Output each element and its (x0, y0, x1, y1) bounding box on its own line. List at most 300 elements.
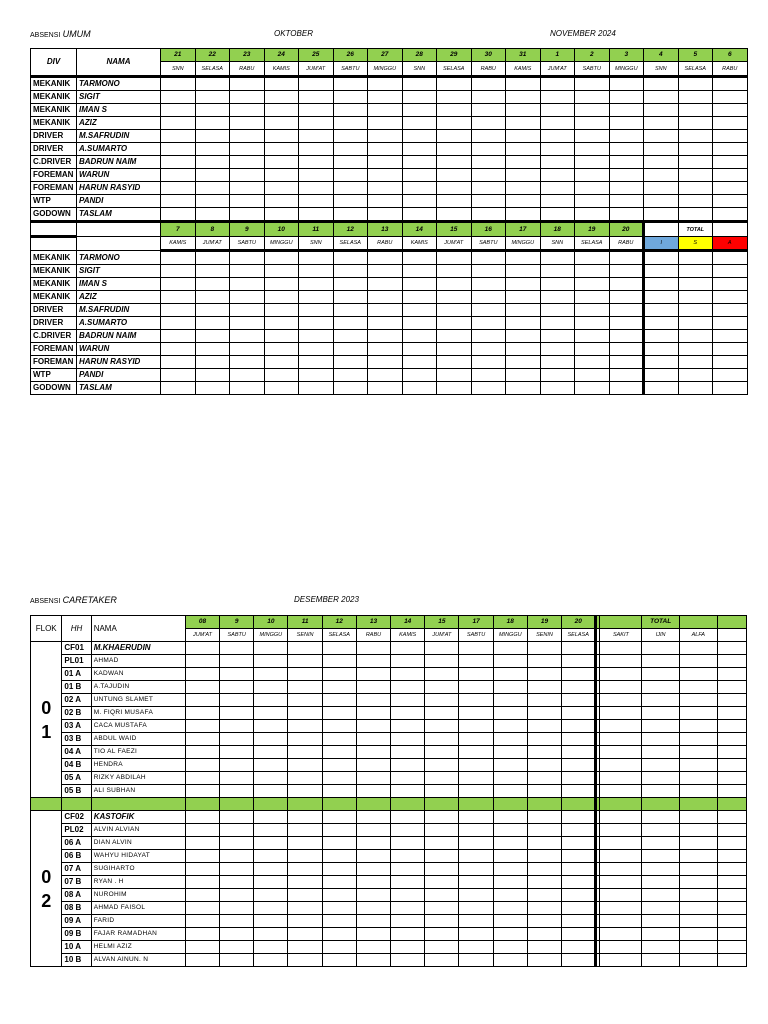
total-cell[interactable] (642, 889, 680, 902)
attendance-cell[interactable] (527, 941, 561, 954)
attendance-cell[interactable] (644, 330, 679, 343)
attendance-cell[interactable] (609, 330, 644, 343)
attendance-cell[interactable] (391, 824, 425, 837)
attendance-cell[interactable] (644, 104, 679, 117)
total-cell[interactable] (600, 850, 642, 863)
attendance-cell[interactable] (493, 668, 527, 681)
attendance-cell[interactable] (185, 811, 219, 824)
attendance-cell[interactable] (459, 655, 493, 668)
total-cell[interactable] (600, 824, 642, 837)
attendance-cell[interactable] (356, 941, 390, 954)
attendance-cell[interactable] (678, 77, 713, 91)
attendance-cell[interactable] (437, 208, 472, 222)
attendance-cell[interactable] (220, 850, 254, 863)
attendance-cell[interactable] (459, 863, 493, 876)
attendance-cell[interactable] (506, 278, 541, 291)
attendance-cell[interactable] (185, 733, 219, 746)
attendance-cell[interactable] (264, 291, 299, 304)
total-cell[interactable] (642, 694, 680, 707)
attendance-cell[interactable] (322, 928, 356, 941)
attendance-cell[interactable] (713, 208, 748, 222)
attendance-cell[interactable] (356, 811, 390, 824)
attendance-cell[interactable] (540, 291, 575, 304)
attendance-cell[interactable] (299, 182, 334, 195)
attendance-cell[interactable] (540, 278, 575, 291)
attendance-cell[interactable] (402, 330, 437, 343)
attendance-cell[interactable] (459, 902, 493, 915)
attendance-cell[interactable] (356, 759, 390, 772)
attendance-cell[interactable] (425, 655, 459, 668)
attendance-cell[interactable] (220, 811, 254, 824)
attendance-cell[interactable] (609, 317, 644, 330)
attendance-cell[interactable] (195, 343, 230, 356)
attendance-cell[interactable] (254, 954, 288, 967)
attendance-cell[interactable] (322, 681, 356, 694)
attendance-cell[interactable] (195, 291, 230, 304)
attendance-cell[interactable] (437, 382, 472, 395)
attendance-cell[interactable] (678, 208, 713, 222)
attendance-cell[interactable] (493, 824, 527, 837)
attendance-cell[interactable] (288, 824, 322, 837)
attendance-cell[interactable] (562, 733, 596, 746)
total-cell[interactable] (600, 785, 642, 798)
attendance-cell[interactable] (644, 304, 679, 317)
total-cell[interactable] (600, 941, 642, 954)
attendance-cell[interactable] (288, 941, 322, 954)
attendance-cell[interactable] (609, 182, 644, 195)
attendance-cell[interactable] (540, 317, 575, 330)
attendance-cell[interactable] (220, 681, 254, 694)
attendance-cell[interactable] (540, 369, 575, 382)
attendance-cell[interactable] (333, 130, 368, 143)
attendance-cell[interactable] (527, 824, 561, 837)
attendance-cell[interactable] (288, 772, 322, 785)
attendance-cell[interactable] (425, 681, 459, 694)
attendance-cell[interactable] (540, 182, 575, 195)
total-cell[interactable] (600, 759, 642, 772)
attendance-cell[interactable] (230, 278, 265, 291)
attendance-cell[interactable] (425, 720, 459, 733)
attendance-cell[interactable] (230, 317, 265, 330)
attendance-cell[interactable] (299, 130, 334, 143)
attendance-cell[interactable] (230, 77, 265, 91)
total-cell[interactable] (642, 642, 680, 655)
attendance-cell[interactable] (437, 356, 472, 369)
attendance-cell[interactable] (368, 251, 403, 265)
attendance-cell[interactable] (575, 382, 610, 395)
attendance-cell[interactable] (527, 863, 561, 876)
attendance-cell[interactable] (562, 876, 596, 889)
attendance-cell[interactable] (678, 117, 713, 130)
attendance-cell[interactable] (220, 707, 254, 720)
attendance-cell[interactable] (644, 208, 679, 222)
attendance-cell[interactable] (264, 195, 299, 208)
attendance-cell[interactable] (575, 369, 610, 382)
attendance-cell[interactable] (425, 928, 459, 941)
total-cell[interactable] (679, 759, 717, 772)
total-cell[interactable] (717, 941, 746, 954)
attendance-cell[interactable] (333, 304, 368, 317)
attendance-cell[interactable] (713, 251, 748, 265)
attendance-cell[interactable] (299, 195, 334, 208)
attendance-cell[interactable] (322, 668, 356, 681)
attendance-cell[interactable] (644, 77, 679, 91)
total-cell[interactable] (679, 668, 717, 681)
attendance-cell[interactable] (562, 785, 596, 798)
attendance-cell[interactable] (493, 772, 527, 785)
attendance-cell[interactable] (254, 850, 288, 863)
total-cell[interactable] (642, 876, 680, 889)
attendance-cell[interactable] (254, 928, 288, 941)
attendance-cell[interactable] (322, 824, 356, 837)
attendance-cell[interactable] (333, 156, 368, 169)
attendance-cell[interactable] (575, 317, 610, 330)
attendance-cell[interactable] (322, 655, 356, 668)
attendance-cell[interactable] (493, 954, 527, 967)
total-cell[interactable] (717, 915, 746, 928)
attendance-cell[interactable] (527, 707, 561, 720)
attendance-cell[interactable] (459, 876, 493, 889)
total-cell[interactable] (642, 785, 680, 798)
attendance-cell[interactable] (264, 208, 299, 222)
attendance-cell[interactable] (575, 208, 610, 222)
attendance-cell[interactable] (356, 954, 390, 967)
attendance-cell[interactable] (230, 169, 265, 182)
attendance-cell[interactable] (425, 772, 459, 785)
attendance-cell[interactable] (402, 156, 437, 169)
attendance-cell[interactable] (391, 772, 425, 785)
attendance-cell[interactable] (254, 811, 288, 824)
attendance-cell[interactable] (562, 772, 596, 785)
total-cell[interactable] (600, 681, 642, 694)
attendance-cell[interactable] (437, 304, 472, 317)
attendance-cell[interactable] (299, 369, 334, 382)
attendance-cell[interactable] (471, 208, 506, 222)
attendance-cell[interactable] (264, 117, 299, 130)
attendance-cell[interactable] (391, 811, 425, 824)
attendance-cell[interactable] (391, 954, 425, 967)
attendance-cell[interactable] (161, 343, 196, 356)
attendance-cell[interactable] (493, 694, 527, 707)
attendance-cell[interactable] (195, 130, 230, 143)
attendance-cell[interactable] (459, 954, 493, 967)
attendance-cell[interactable] (506, 91, 541, 104)
attendance-cell[interactable] (437, 143, 472, 156)
attendance-cell[interactable] (425, 954, 459, 967)
attendance-cell[interactable] (264, 343, 299, 356)
attendance-cell[interactable] (644, 156, 679, 169)
attendance-cell[interactable] (333, 195, 368, 208)
attendance-cell[interactable] (562, 889, 596, 902)
attendance-cell[interactable] (185, 655, 219, 668)
attendance-cell[interactable] (644, 130, 679, 143)
attendance-cell[interactable] (333, 169, 368, 182)
attendance-cell[interactable] (288, 902, 322, 915)
total-cell[interactable] (642, 681, 680, 694)
attendance-cell[interactable] (333, 369, 368, 382)
attendance-cell[interactable] (195, 208, 230, 222)
attendance-cell[interactable] (254, 746, 288, 759)
attendance-cell[interactable] (540, 304, 575, 317)
attendance-cell[interactable] (437, 91, 472, 104)
total-cell[interactable] (600, 902, 642, 915)
attendance-cell[interactable] (562, 759, 596, 772)
attendance-cell[interactable] (299, 251, 334, 265)
attendance-cell[interactable] (713, 169, 748, 182)
attendance-cell[interactable] (493, 746, 527, 759)
attendance-cell[interactable] (540, 156, 575, 169)
attendance-cell[interactable] (220, 759, 254, 772)
attendance-cell[interactable] (220, 889, 254, 902)
attendance-cell[interactable] (391, 902, 425, 915)
attendance-cell[interactable] (644, 143, 679, 156)
total-cell[interactable] (679, 707, 717, 720)
attendance-cell[interactable] (299, 265, 334, 278)
attendance-cell[interactable] (644, 169, 679, 182)
attendance-cell[interactable] (368, 304, 403, 317)
attendance-cell[interactable] (254, 863, 288, 876)
attendance-cell[interactable] (562, 720, 596, 733)
attendance-cell[interactable] (402, 208, 437, 222)
attendance-cell[interactable] (575, 195, 610, 208)
total-cell[interactable] (642, 941, 680, 954)
attendance-cell[interactable] (575, 291, 610, 304)
attendance-cell[interactable] (333, 343, 368, 356)
attendance-cell[interactable] (575, 304, 610, 317)
attendance-cell[interactable] (195, 304, 230, 317)
total-cell[interactable] (642, 863, 680, 876)
attendance-cell[interactable] (493, 941, 527, 954)
attendance-cell[interactable] (425, 694, 459, 707)
attendance-cell[interactable] (368, 195, 403, 208)
attendance-cell[interactable] (437, 117, 472, 130)
attendance-cell[interactable] (368, 208, 403, 222)
total-cell[interactable] (717, 889, 746, 902)
attendance-cell[interactable] (493, 863, 527, 876)
attendance-cell[interactable] (288, 707, 322, 720)
attendance-cell[interactable] (264, 265, 299, 278)
attendance-cell[interactable] (471, 278, 506, 291)
attendance-cell[interactable] (527, 876, 561, 889)
attendance-cell[interactable] (493, 785, 527, 798)
attendance-cell[interactable] (254, 655, 288, 668)
attendance-cell[interactable] (562, 681, 596, 694)
attendance-cell[interactable] (527, 733, 561, 746)
attendance-cell[interactable] (391, 837, 425, 850)
attendance-cell[interactable] (254, 668, 288, 681)
attendance-cell[interactable] (609, 291, 644, 304)
attendance-cell[interactable] (402, 77, 437, 91)
attendance-cell[interactable] (230, 104, 265, 117)
total-cell[interactable] (717, 902, 746, 915)
attendance-cell[interactable] (254, 876, 288, 889)
attendance-cell[interactable] (644, 343, 679, 356)
attendance-cell[interactable] (713, 104, 748, 117)
attendance-cell[interactable] (402, 169, 437, 182)
attendance-cell[interactable] (506, 330, 541, 343)
attendance-cell[interactable] (575, 104, 610, 117)
attendance-cell[interactable] (678, 143, 713, 156)
attendance-cell[interactable] (437, 156, 472, 169)
attendance-cell[interactable] (506, 265, 541, 278)
attendance-cell[interactable] (333, 278, 368, 291)
attendance-cell[interactable] (471, 130, 506, 143)
attendance-cell[interactable] (402, 265, 437, 278)
attendance-cell[interactable] (368, 130, 403, 143)
attendance-cell[interactable] (299, 317, 334, 330)
attendance-cell[interactable] (459, 941, 493, 954)
attendance-cell[interactable] (230, 156, 265, 169)
attendance-cell[interactable] (493, 837, 527, 850)
attendance-cell[interactable] (299, 208, 334, 222)
attendance-cell[interactable] (713, 343, 748, 356)
attendance-cell[interactable] (527, 655, 561, 668)
attendance-cell[interactable] (356, 850, 390, 863)
attendance-cell[interactable] (288, 889, 322, 902)
total-cell[interactable] (642, 733, 680, 746)
attendance-cell[interactable] (195, 369, 230, 382)
attendance-cell[interactable] (713, 182, 748, 195)
attendance-cell[interactable] (527, 928, 561, 941)
attendance-cell[interactable] (322, 876, 356, 889)
attendance-cell[interactable] (506, 356, 541, 369)
attendance-cell[interactable] (356, 772, 390, 785)
attendance-cell[interactable] (220, 928, 254, 941)
attendance-cell[interactable] (562, 954, 596, 967)
attendance-cell[interactable] (185, 928, 219, 941)
attendance-cell[interactable] (562, 668, 596, 681)
attendance-cell[interactable] (425, 863, 459, 876)
total-cell[interactable] (600, 668, 642, 681)
attendance-cell[interactable] (299, 117, 334, 130)
attendance-cell[interactable] (288, 720, 322, 733)
attendance-cell[interactable] (678, 182, 713, 195)
attendance-cell[interactable] (161, 91, 196, 104)
attendance-cell[interactable] (195, 317, 230, 330)
attendance-cell[interactable] (368, 343, 403, 356)
attendance-cell[interactable] (356, 733, 390, 746)
attendance-cell[interactable] (264, 156, 299, 169)
attendance-cell[interactable] (230, 382, 265, 395)
attendance-cell[interactable] (288, 928, 322, 941)
attendance-cell[interactable] (299, 356, 334, 369)
attendance-cell[interactable] (575, 343, 610, 356)
attendance-cell[interactable] (527, 720, 561, 733)
attendance-cell[interactable] (471, 343, 506, 356)
attendance-cell[interactable] (402, 369, 437, 382)
attendance-cell[interactable] (609, 382, 644, 395)
attendance-cell[interactable] (471, 251, 506, 265)
attendance-cell[interactable] (288, 837, 322, 850)
attendance-cell[interactable] (220, 694, 254, 707)
attendance-cell[interactable] (678, 317, 713, 330)
attendance-cell[interactable] (678, 330, 713, 343)
attendance-cell[interactable] (391, 642, 425, 655)
total-cell[interactable] (642, 811, 680, 824)
attendance-cell[interactable] (425, 746, 459, 759)
attendance-cell[interactable] (425, 811, 459, 824)
attendance-cell[interactable] (322, 863, 356, 876)
attendance-cell[interactable] (368, 117, 403, 130)
total-cell[interactable] (600, 694, 642, 707)
total-cell[interactable] (600, 928, 642, 941)
attendance-cell[interactable] (540, 265, 575, 278)
attendance-cell[interactable] (220, 720, 254, 733)
attendance-cell[interactable] (161, 317, 196, 330)
attendance-cell[interactable] (713, 117, 748, 130)
attendance-cell[interactable] (254, 824, 288, 837)
attendance-cell[interactable] (391, 850, 425, 863)
attendance-cell[interactable] (540, 343, 575, 356)
attendance-cell[interactable] (322, 850, 356, 863)
attendance-cell[interactable] (368, 104, 403, 117)
attendance-cell[interactable] (437, 77, 472, 91)
attendance-cell[interactable] (459, 889, 493, 902)
attendance-cell[interactable] (609, 356, 644, 369)
attendance-cell[interactable] (562, 694, 596, 707)
attendance-cell[interactable] (264, 356, 299, 369)
attendance-cell[interactable] (437, 369, 472, 382)
attendance-cell[interactable] (254, 889, 288, 902)
attendance-cell[interactable] (195, 117, 230, 130)
attendance-cell[interactable] (471, 291, 506, 304)
attendance-cell[interactable] (322, 837, 356, 850)
attendance-cell[interactable] (288, 642, 322, 655)
attendance-cell[interactable] (161, 251, 196, 265)
attendance-cell[interactable] (322, 772, 356, 785)
attendance-cell[interactable] (322, 915, 356, 928)
attendance-cell[interactable] (644, 291, 679, 304)
total-cell[interactable] (642, 668, 680, 681)
total-cell[interactable] (679, 915, 717, 928)
attendance-cell[interactable] (288, 863, 322, 876)
attendance-cell[interactable] (678, 169, 713, 182)
total-cell[interactable] (717, 811, 746, 824)
attendance-cell[interactable] (425, 668, 459, 681)
total-cell[interactable] (679, 850, 717, 863)
attendance-cell[interactable] (230, 143, 265, 156)
attendance-cell[interactable] (609, 304, 644, 317)
attendance-cell[interactable] (322, 733, 356, 746)
attendance-cell[interactable] (678, 195, 713, 208)
attendance-cell[interactable] (391, 668, 425, 681)
attendance-cell[interactable] (713, 156, 748, 169)
attendance-cell[interactable] (254, 681, 288, 694)
attendance-cell[interactable] (264, 91, 299, 104)
attendance-cell[interactable] (322, 720, 356, 733)
attendance-cell[interactable] (391, 876, 425, 889)
total-cell[interactable] (717, 954, 746, 967)
attendance-cell[interactable] (230, 356, 265, 369)
attendance-cell[interactable] (195, 356, 230, 369)
attendance-cell[interactable] (609, 369, 644, 382)
attendance-cell[interactable] (220, 902, 254, 915)
attendance-cell[interactable] (195, 77, 230, 91)
attendance-cell[interactable] (333, 330, 368, 343)
attendance-cell[interactable] (493, 876, 527, 889)
attendance-cell[interactable] (220, 642, 254, 655)
total-cell[interactable] (642, 720, 680, 733)
attendance-cell[interactable] (185, 772, 219, 785)
attendance-cell[interactable] (288, 954, 322, 967)
attendance-cell[interactable] (562, 655, 596, 668)
attendance-cell[interactable] (402, 130, 437, 143)
attendance-cell[interactable] (493, 902, 527, 915)
attendance-cell[interactable] (161, 182, 196, 195)
attendance-cell[interactable] (713, 317, 748, 330)
attendance-cell[interactable] (609, 195, 644, 208)
attendance-cell[interactable] (678, 130, 713, 143)
